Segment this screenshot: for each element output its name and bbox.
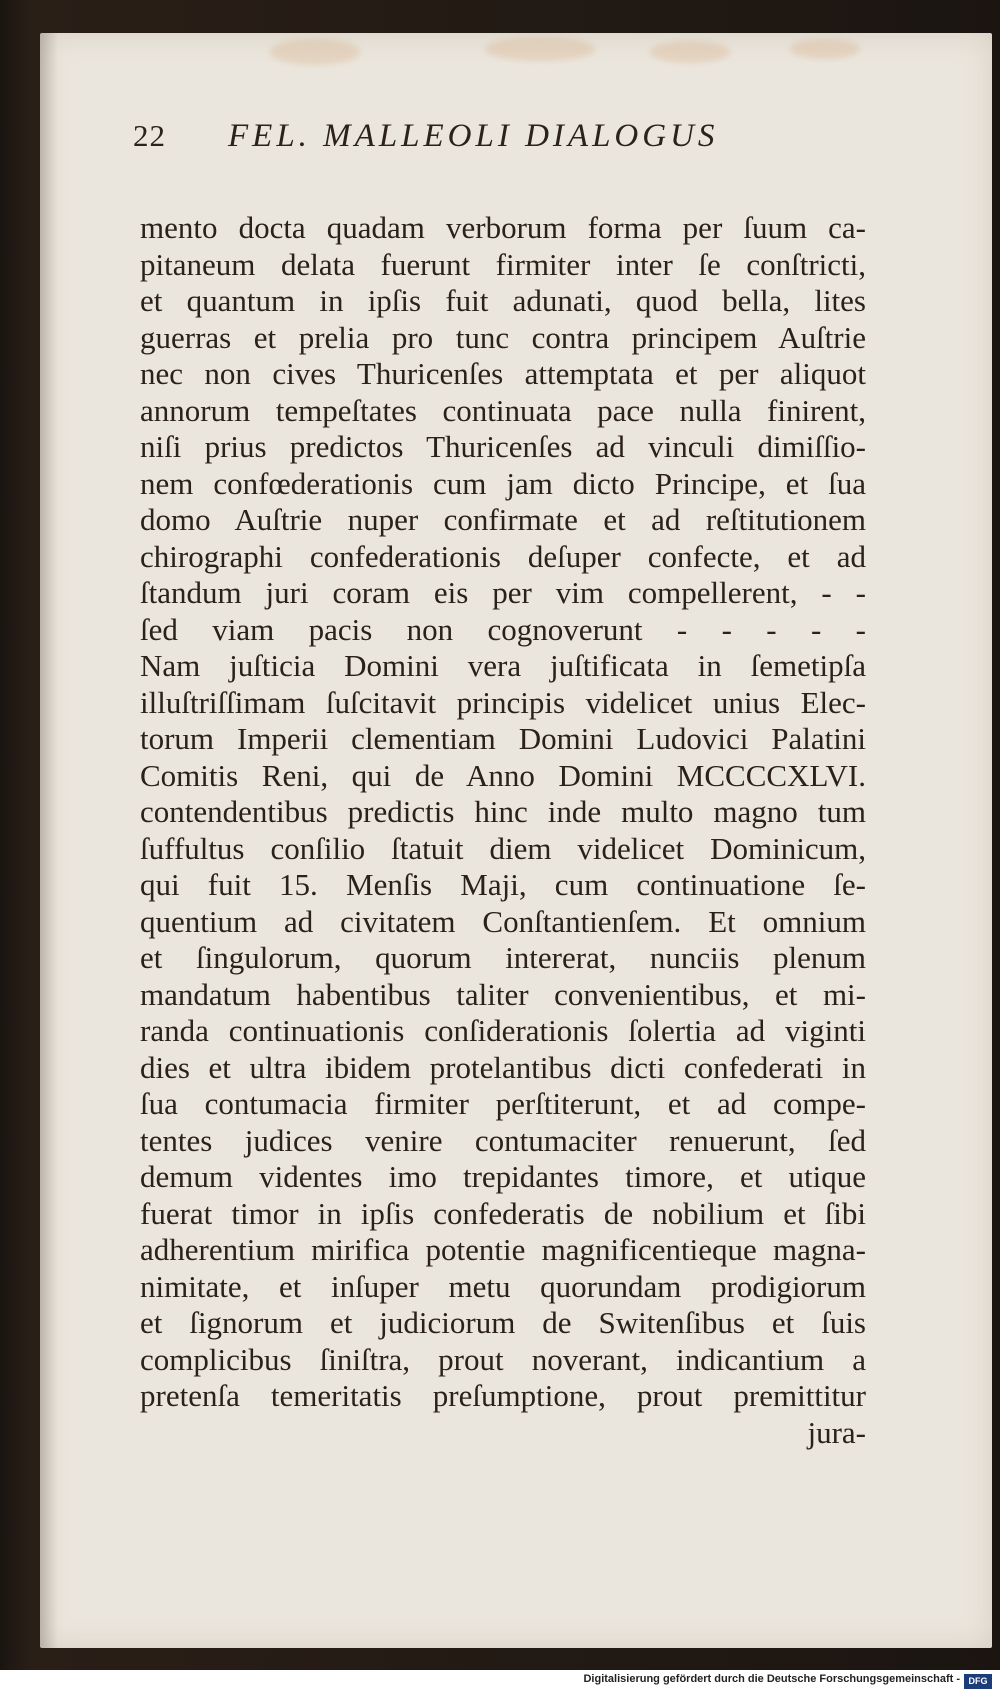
- text-line: demum videntes imo trepidantes timore, et utique: [140, 1159, 866, 1194]
- text-line: ſtandum juri coram eis per vim compellerent, - -: [140, 575, 866, 610]
- text-line: nec non cives Thuricenſes attemptata et per aliquot: [140, 356, 866, 391]
- text-line: chirographi confederationis deſuper confecte, et ad: [140, 538, 866, 574]
- page-number: 22: [133, 118, 166, 153]
- text-line: Nam juſticia Domini vera juſtificata in ſemetipſa: [140, 648, 866, 683]
- text-line: illuſtriſſimam ſuſcitavit principis videlicet unius Elec-: [140, 684, 866, 720]
- text-line: ſua contumacia firmiter perſtiterunt, et ad compe-: [140, 1086, 866, 1121]
- running-head: FEL. MALLEOLI DIALOGUS: [228, 118, 719, 154]
- text-line: ſed viam pacis non cognoverunt - - - - -: [140, 611, 866, 647]
- text-line: pitaneum delata fuerunt firmiter inter ſe conſtricti,: [140, 246, 866, 282]
- funding-credit: Digitalisierung gefördert durch die Deutsche Forschungsgemeinschaft -: [583, 1673, 960, 1685]
- page-header: [133, 118, 853, 172]
- dfg-logo-icon: DFG: [964, 1674, 992, 1689]
- text-line: dies et ultra ibidem protelantibus dicti confederati in: [140, 1049, 866, 1085]
- foxing-stain: [485, 37, 595, 61]
- text-line: quentium ad civitatem Conſtantienſem. Et omnium: [140, 903, 866, 939]
- text-line: guerras et prelia pro tunc contra principem Auſtrie: [140, 319, 866, 355]
- text-line: et ſingulorum, quorum intererat, nunciis plenum: [140, 940, 866, 975]
- text-line: mento docta quadam verborum forma per ſuum ca-: [140, 210, 866, 245]
- text-line: et ſignorum et judiciorum de Switenſibus et ſuis: [140, 1305, 866, 1340]
- text-line: ſuffultus conſilio ſtatuit diem videlicet Dominicum,: [140, 830, 866, 866]
- text-line: nem confœderationis cum jam dicto Principe, et ſua: [140, 465, 866, 501]
- text-line: fuerat timor in ipſis confederatis de nobilium et ſibi: [140, 1195, 866, 1231]
- text-line: domo Auſtrie nuper confirmate et ad reſtitutionem: [140, 502, 866, 537]
- page-gutter-shadow: [40, 33, 58, 1648]
- catchword: jura-: [807, 1414, 866, 1450]
- foxing-stain: [650, 41, 730, 63]
- text-line: complicibus ſiniſtra, prout noverant, indicantium a: [140, 1341, 866, 1377]
- text-line: torum Imperii clementiam Domini Ludovici Palatini: [140, 721, 866, 756]
- text-line: qui fuit 15. Menſis Maji, cum continuatione ſe-: [140, 867, 866, 902]
- body-text: [140, 210, 866, 1451]
- text-line: randa continuationis conſiderationis ſolertia ad viginti: [140, 1013, 866, 1048]
- foxing-stain: [270, 39, 360, 65]
- text-line: Comitis Reni, qui de Anno Domini MCCCCXLVI.: [140, 757, 866, 793]
- text-line: tentes judices venire contumaciter renuerunt, ſed: [140, 1122, 866, 1158]
- text-line: annorum tempeſtates continuata pace nulla finirent,: [140, 392, 866, 428]
- text-line: niſi prius predictos Thuricenſes ad vinculi dimiſſio-: [140, 429, 866, 464]
- foxing-stain: [790, 39, 860, 59]
- digitization-footer: [0, 1670, 1000, 1694]
- text-line: et quantum in ipſis fuit adunati, quod bella, lites: [140, 283, 866, 318]
- text-line: contendentibus predictis hinc inde multo magno tum: [140, 794, 866, 829]
- text-line: mandatum habentibus taliter convenientibus, et mi-: [140, 976, 866, 1012]
- text-line: nimitate, et inſuper metu quorundam prodigiorum: [140, 1268, 866, 1304]
- text-line: pretenſa temeritatis preſumptione, prout premittitur: [140, 1378, 866, 1413]
- text-line: adherentium mirifica potentie magnificentieque magna-: [140, 1232, 866, 1267]
